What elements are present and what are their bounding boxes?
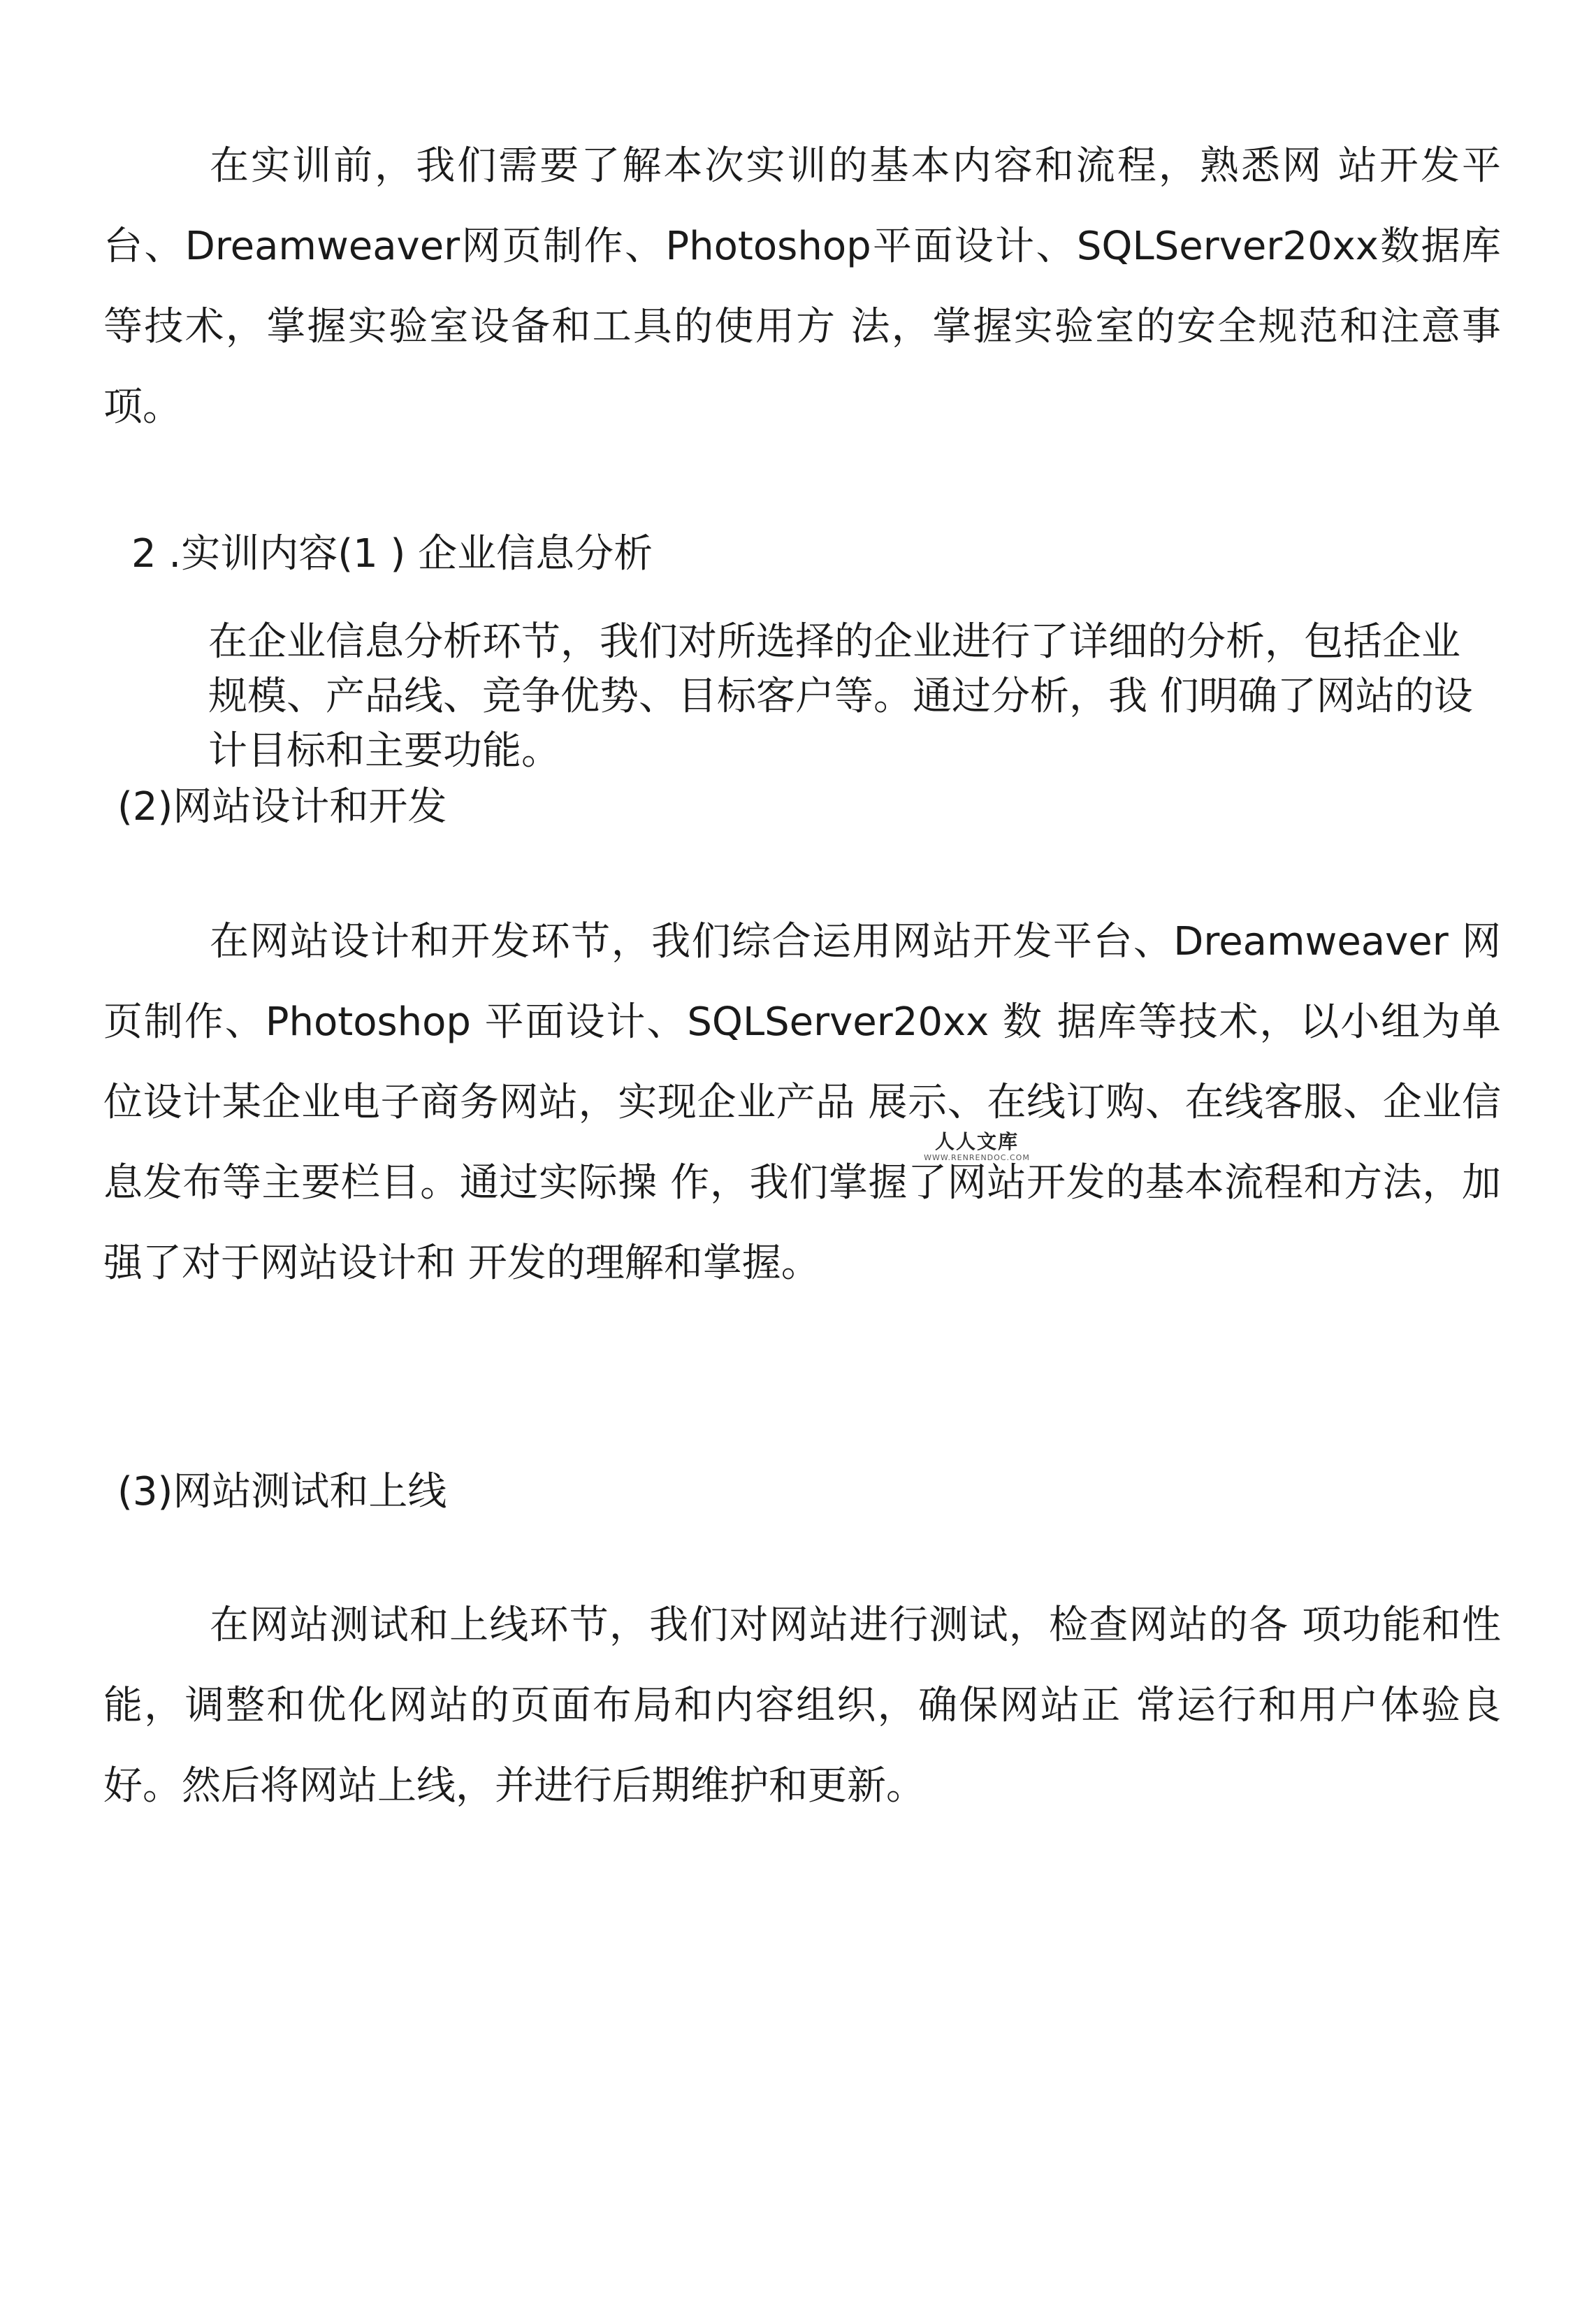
watermark-title: 人人文库	[934, 1130, 1019, 1153]
section-heading-testing-launch: (3)网站测试和上线	[117, 1469, 447, 1514]
watermark-logo	[921, 1131, 1033, 1162]
watermark-subtitle: WWW.RENRENDOC.COM	[924, 1153, 1030, 1162]
section-heading-content: 2 .实训内容(1 ) 企业信息分析	[131, 531, 653, 577]
paragraph-preparation: 在实训前，我们需要了解本次实训的基本内容和流程，熟悉网 站开发平台、Dreamweaver网页制作、Photoshop平面设计、SQLServer20xx数据库等技术，掌握实验室设备和工具的使用方 法，掌握实验室的安全规范和注意事项。	[103, 143, 1501, 430]
paragraph-testing-launch: 在网站测试和上线环节，我们对网站进行测试，检查网站的各 项功能和性能，调整和优化网站的页面布局和内容组织，确保网站正 常运行和用户体验良好。然后将网站上线，并进行后期维护和更新。	[103, 1603, 1501, 1809]
paragraph-enterprise-analysis: 在企业信息分析环节，我们对所选择的企业进行了详细的分析，包括企业规模、产品线、竞争优势、目标客户等。通过分析，我 们明确了网站的设计目标和主要功能。	[208, 619, 1473, 774]
paragraph-design-development: 在网站设计和开发环节，我们综合运用网站开发平台、Dreamweaver 网页制作、Photoshop 平面设计、SQLServer20xx 数 据库等技术，以小组为单位设计某企业电子商务网站，实现企业产品 展示、在线订购、在线客服、企业信息发布等主要栏目。通过实际操 作，我们掌握了网站开发的基本流程和方法，加强了对于网站设计和 开发的理解和掌握。	[103, 919, 1501, 1286]
section-heading-design-development: (2)网站设计和开发	[117, 784, 447, 830]
